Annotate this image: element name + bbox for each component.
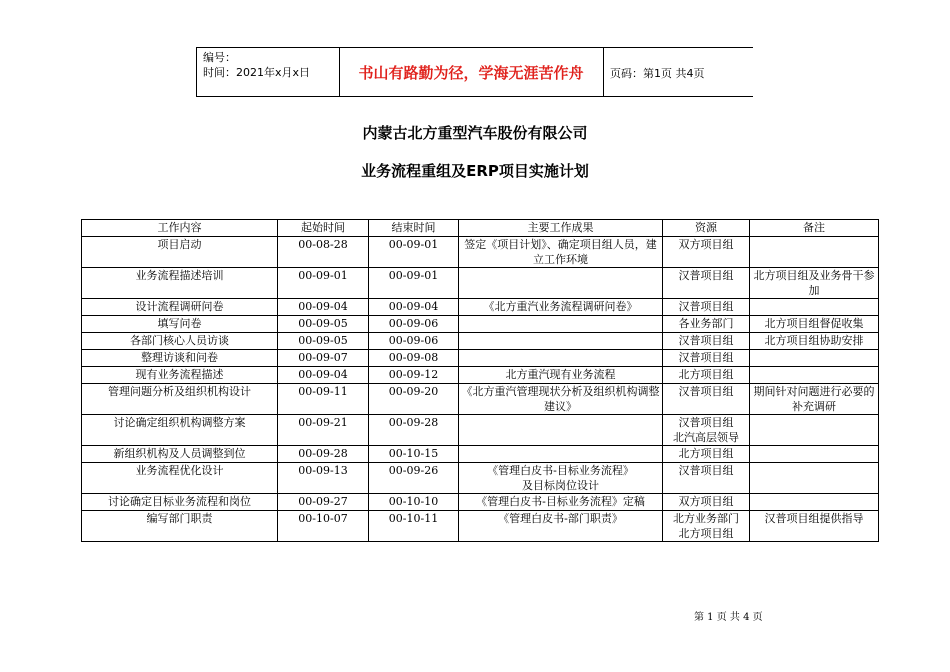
- end-date-cell: 00-09-26: [369, 463, 459, 494]
- column-header: 主要工作成果: [459, 220, 663, 237]
- start-date-cell: 00-09-05: [278, 333, 369, 350]
- start-date-cell: 00-09-07: [278, 350, 369, 367]
- resource-cell: 汉普项目组: [663, 350, 750, 367]
- table-row: [82, 415, 879, 446]
- resource-cell: 双方项目组: [663, 494, 750, 511]
- end-date-cell: 00-09-28: [369, 415, 459, 446]
- resource-cell: 汉普项目组: [663, 268, 750, 299]
- end-date-cell: 00-09-04: [369, 299, 459, 316]
- resource-cell: 汉普项目组 北汽高层领导: [663, 415, 750, 446]
- task-cell: 各部门核心人员访谈: [82, 333, 278, 350]
- result-cell: [459, 316, 663, 333]
- table-row: [82, 316, 879, 333]
- header-divider: [603, 47, 604, 96]
- result-cell: 签定《项目计划》、确定项目组人员，建立工作环境: [459, 237, 663, 268]
- page-footer: 第 1 页 共 4 页: [694, 612, 763, 623]
- task-cell: 填写问卷: [82, 316, 278, 333]
- task-cell: 编写部门职责: [82, 511, 278, 542]
- table-row: [82, 268, 879, 299]
- note-cell: [750, 237, 879, 268]
- column-header: 资源: [663, 220, 750, 237]
- task-cell: 设计流程调研问卷: [82, 299, 278, 316]
- resource-cell: 双方项目组: [663, 237, 750, 268]
- note-cell: 北方项目组及业务骨干参加: [750, 268, 879, 299]
- resource-cell: 汉普项目组: [663, 333, 750, 350]
- result-cell: [459, 350, 663, 367]
- table-body: [82, 237, 879, 542]
- note-cell: [750, 415, 879, 446]
- end-date-cell: 00-10-10: [369, 494, 459, 511]
- end-date-cell: 00-09-06: [369, 333, 459, 350]
- task-cell: 业务流程描述培训: [82, 268, 278, 299]
- task-cell: 新组织机构及人员调整到位: [82, 446, 278, 463]
- header-motto: 书山有路勤为径，学海无涯苦作舟: [358, 64, 584, 82]
- table-row: [82, 463, 879, 494]
- start-date-cell: 00-09-05: [278, 316, 369, 333]
- task-cell: 讨论确定组织机构调整方案: [82, 415, 278, 446]
- company-title: 内蒙古北方重型汽车股份有限公司: [362, 124, 588, 142]
- column-header: 起始时间: [278, 220, 369, 237]
- resource-cell: 北方项目组: [663, 367, 750, 384]
- task-cell: 现有业务流程描述: [82, 367, 278, 384]
- table-row: [82, 367, 879, 384]
- result-cell: 《北方重汽业务流程调研问卷》: [459, 299, 663, 316]
- end-date-cell: 00-09-12: [369, 367, 459, 384]
- column-header: 工作内容: [82, 220, 278, 237]
- result-cell: 《管理白皮书-目标业务流程》定稿: [459, 494, 663, 511]
- task-cell: 业务流程优化设计: [82, 463, 278, 494]
- task-cell: 整理访谈和问卷: [82, 350, 278, 367]
- result-cell: [459, 333, 663, 350]
- start-date-cell: 00-09-13: [278, 463, 369, 494]
- result-cell: 北方重汽现有业务流程: [459, 367, 663, 384]
- result-cell: [459, 446, 663, 463]
- start-date-cell: 00-09-01: [278, 268, 369, 299]
- header-bottom-rule: [196, 96, 753, 97]
- table-row: [82, 333, 879, 350]
- note-cell: [750, 350, 879, 367]
- resource-cell: 各业务部门: [663, 316, 750, 333]
- table-row: [82, 237, 879, 268]
- table-row: [82, 511, 879, 542]
- table-row: [82, 494, 879, 511]
- note-cell: 北方项目组协助安排: [750, 333, 879, 350]
- end-date-cell: 00-09-01: [369, 237, 459, 268]
- note-cell: [750, 446, 879, 463]
- result-cell: 《北方重汽管理现状分析及组织机构调整建议》: [459, 384, 663, 415]
- table-row: [82, 384, 879, 415]
- end-date-cell: 00-10-15: [369, 446, 459, 463]
- header-meta: [203, 50, 310, 80]
- table-row: [82, 446, 879, 463]
- start-date-cell: 00-09-04: [278, 299, 369, 316]
- note-cell: 期间针对问题进行必要的补充调研: [750, 384, 879, 415]
- end-date-cell: 00-09-01: [369, 268, 459, 299]
- start-date-cell: 00-08-28: [278, 237, 369, 268]
- column-header: 备注: [750, 220, 879, 237]
- resource-cell: 汉普项目组: [663, 384, 750, 415]
- note-cell: [750, 494, 879, 511]
- start-date-cell: 00-09-21: [278, 415, 369, 446]
- doc-number-label: 编号：: [203, 51, 236, 64]
- start-date-cell: 00-09-27: [278, 494, 369, 511]
- note-cell: [750, 299, 879, 316]
- column-header: 结束时间: [369, 220, 459, 237]
- table-header-row: [82, 220, 879, 237]
- end-date-cell: 00-09-06: [369, 316, 459, 333]
- table-row: [82, 350, 879, 367]
- note-cell: 北方项目组督促收集: [750, 316, 879, 333]
- result-cell: [459, 268, 663, 299]
- start-date-cell: 00-09-28: [278, 446, 369, 463]
- task-cell: 项目启动: [82, 237, 278, 268]
- header-top-rule: [196, 47, 753, 48]
- note-cell: 汉普项目组提供指导: [750, 511, 879, 542]
- resource-cell: 汉普项目组: [663, 463, 750, 494]
- table-row: [82, 299, 879, 316]
- result-cell: 《管理白皮书-目标业务流程》 及目标岗位设计: [459, 463, 663, 494]
- doc-date-label: 时间：2021年x月x日: [203, 66, 311, 79]
- result-cell: 《管理白皮书-部门职责》: [459, 511, 663, 542]
- plan-table: [81, 219, 879, 542]
- header-page-number: 页码：第1页 共4页: [610, 67, 705, 80]
- end-date-cell: 00-10-11: [369, 511, 459, 542]
- start-date-cell: 00-10-07: [278, 511, 369, 542]
- plan-title: 业务流程重组及ERP项目实施计划: [361, 162, 589, 180]
- end-date-cell: 00-09-20: [369, 384, 459, 415]
- note-cell: [750, 463, 879, 494]
- task-cell: 讨论确定目标业务流程和岗位: [82, 494, 278, 511]
- header-divider: [196, 47, 197, 96]
- note-cell: [750, 367, 879, 384]
- start-date-cell: 00-09-11: [278, 384, 369, 415]
- start-date-cell: 00-09-04: [278, 367, 369, 384]
- resource-cell: 北方项目组: [663, 446, 750, 463]
- task-cell: 管理问题分析及组织机构设计: [82, 384, 278, 415]
- result-cell: [459, 415, 663, 446]
- resource-cell: 汉普项目组: [663, 299, 750, 316]
- resource-cell: 北方业务部门 北方项目组: [663, 511, 750, 542]
- end-date-cell: 00-09-08: [369, 350, 459, 367]
